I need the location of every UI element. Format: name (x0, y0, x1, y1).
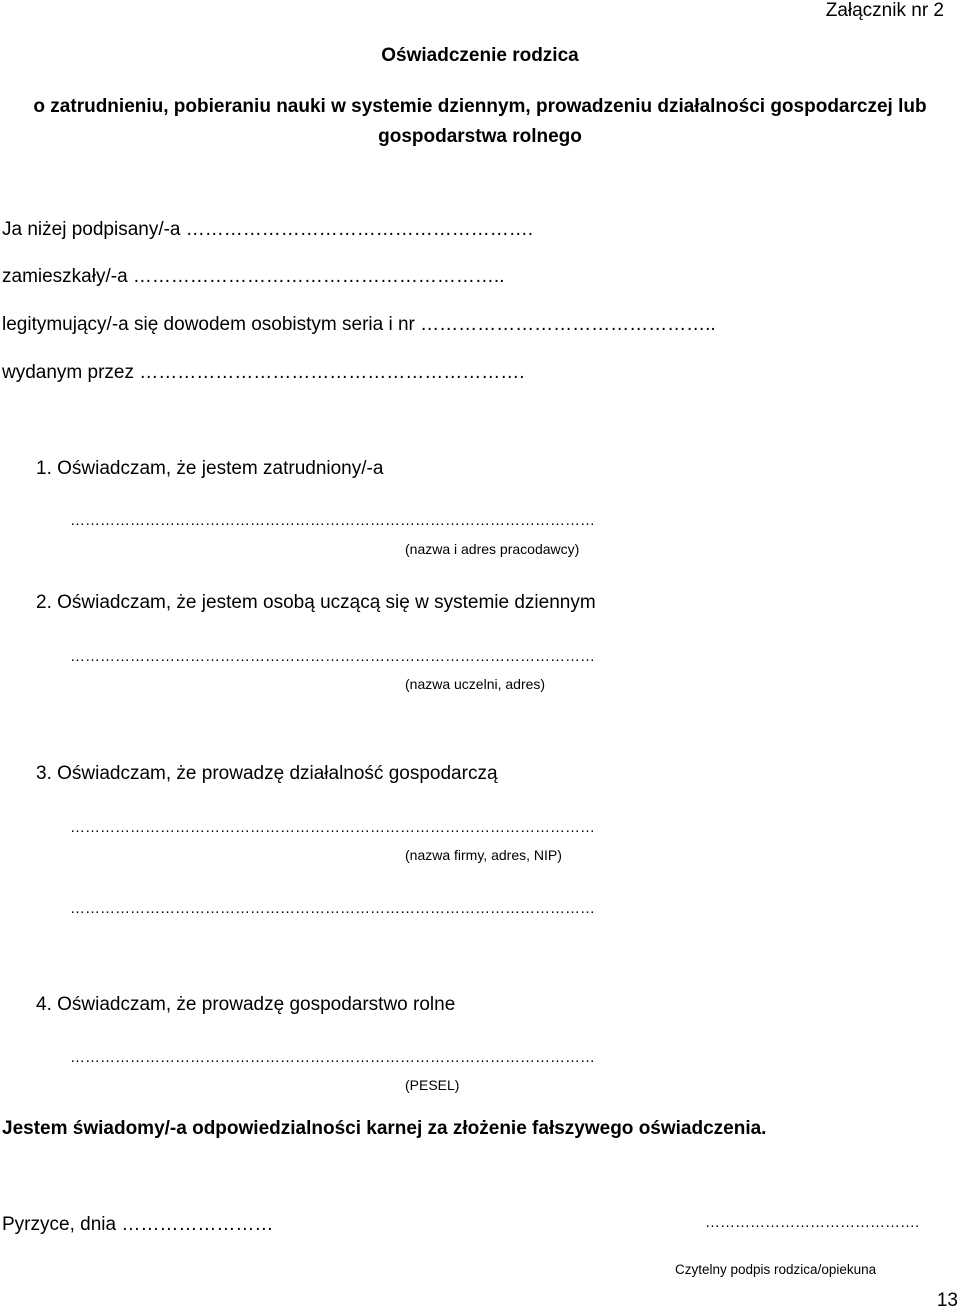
name-field: Ja niżej podpisany/-a ………………………………………………. (2, 219, 534, 240)
signature-dots: ……………………………………. (705, 1214, 920, 1231)
page-number: 13 (936, 1290, 958, 1311)
statement-4-dots: …………………………………………………………………………………………… (70, 1049, 595, 1066)
place-date-field: Pyrzyce, dnia …………………… (2, 1214, 274, 1235)
issued-by-field: wydanym przez ……………………………………………………. (2, 362, 525, 383)
declaration-text: Jestem świadomy/-a odpowiedzialności karnej za złożenie fałszywego oświadczenia. (2, 1118, 767, 1139)
statement-1-dots: …………………………………………………………………………………………… (70, 512, 595, 529)
statement-4-caption: (PESEL) (405, 1077, 460, 1093)
document-title: Oświadczenie rodzica (381, 45, 579, 66)
id-card-field: legitymujący/-a się dowodem osobistym seria i nr ……………………………………….. (2, 314, 716, 335)
statement-4-label: 4. Oświadczam, że prowadzę gospodarstwo rolne (36, 994, 456, 1015)
document-subtitle: o zatrudnieniu, pobieraniu nauki w systemie dziennym, prowadzeniu działalności gospodarczej lub gospodarstwa rolnego (33, 96, 927, 147)
annex-label: Załącznik nr 2 (825, 0, 944, 21)
signature-caption: Czytelny podpis rodzica/opiekuna (675, 1262, 877, 1277)
statement-1-label: 1. Oświadczam, że jestem zatrudniony/-a (36, 458, 384, 479)
statement-3-label: 3. Oświadczam, że prowadzę działalność gospodarczą (36, 763, 498, 784)
statement-3-dots-extra: …………………………………………………………………………………………… (70, 900, 595, 917)
address-field: zamieszkały/-a ………………………………………………….. (2, 266, 505, 287)
statement-2-caption: (nazwa uczelni, adres) (405, 676, 546, 692)
statement-3-caption: (nazwa firmy, adres, NIP) (405, 847, 562, 863)
statement-2-dots: …………………………………………………………………………………………… (70, 648, 595, 665)
statement-1-caption: (nazwa i adres pracodawcy) (405, 541, 580, 557)
statement-3-dots: …………………………………………………………………………………………… (70, 819, 595, 836)
statement-2-label: 2. Oświadczam, że jestem osobą uczącą się w systemie dziennym (36, 592, 596, 613)
